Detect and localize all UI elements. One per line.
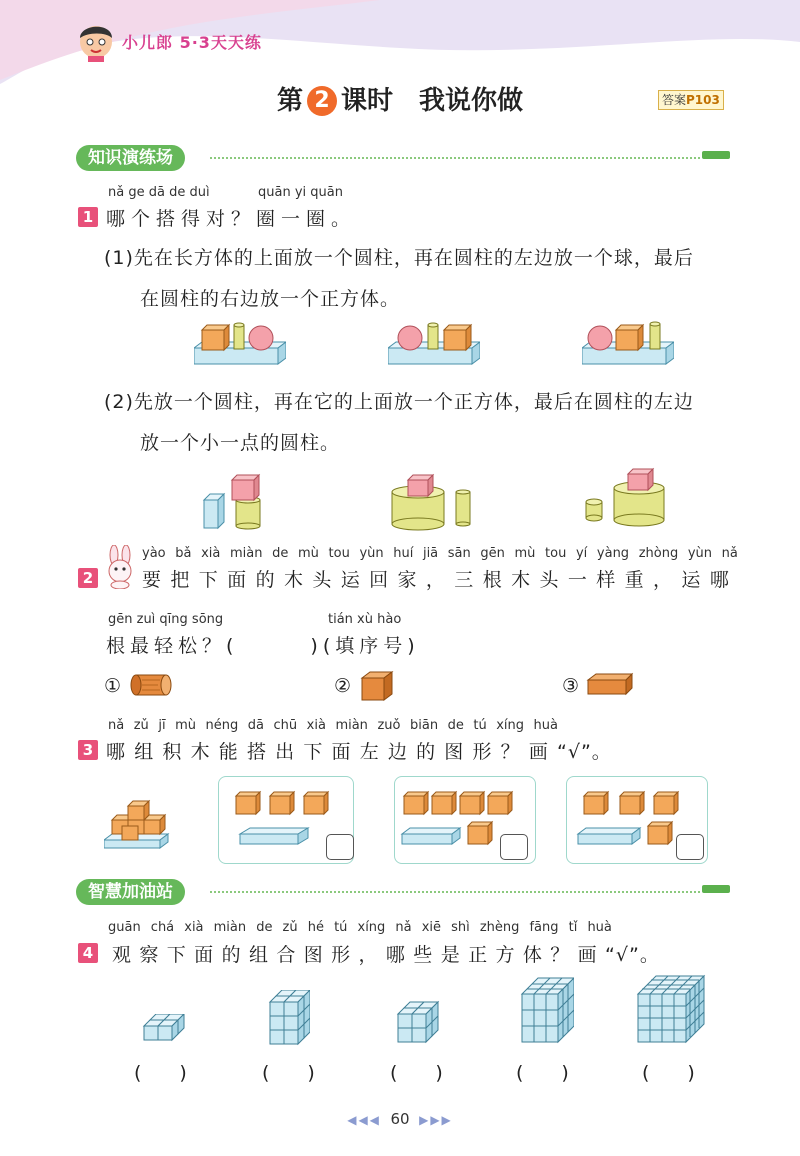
q4-char: 体 xyxy=(522,944,543,966)
q3-char: ？ xyxy=(500,741,521,763)
q2-char: 把 xyxy=(170,569,191,591)
q3-option-1-blocks xyxy=(232,788,332,852)
q4-char: 画 xyxy=(577,944,598,966)
q1-option-e-figure[interactable] xyxy=(390,470,480,532)
q3-target-figure xyxy=(104,794,170,854)
q3-char: 出 xyxy=(275,741,296,763)
pinyin-syllable: xià xyxy=(306,718,326,733)
q3-char: 图 xyxy=(444,741,465,763)
rabbit-icon xyxy=(100,545,140,589)
brand-name: 小儿郎 5·3天天练 xyxy=(122,33,262,52)
pencil-icon xyxy=(702,885,730,893)
q3-number-badge: 3 xyxy=(78,740,98,760)
section-divider xyxy=(210,891,700,893)
answer-page: P103 xyxy=(686,93,720,107)
pinyin-syllable: huà xyxy=(587,920,612,935)
q2-number-badge: 2 xyxy=(78,568,98,588)
q2-char: 头 xyxy=(539,569,560,591)
q3-text xyxy=(106,737,612,764)
page-footer xyxy=(0,1110,800,1128)
wood-cube-icon[interactable] xyxy=(360,670,394,702)
q2-pinyin-line1 xyxy=(142,546,738,561)
pinyin-syllable: yào xyxy=(142,546,166,561)
q2-char: 三 xyxy=(454,569,475,591)
pinyin-syllable: miàn xyxy=(335,718,368,733)
pinyin-syllable: tǐ xyxy=(568,920,578,935)
q1-option-c-figure[interactable] xyxy=(582,318,674,372)
pencil-icon xyxy=(702,151,730,159)
q2-char: 运 xyxy=(681,569,702,591)
q4-answer-blank-5[interactable]: ( ) xyxy=(642,1062,695,1084)
q4-char: 观 xyxy=(112,944,133,966)
pinyin-syllable: zǔ xyxy=(133,718,149,733)
q1-number-badge: 1 xyxy=(78,207,98,227)
q2-char: 一 xyxy=(567,569,588,591)
q1-sub2-line2: 放一个小一点的圆柱。 xyxy=(140,432,341,454)
pinyin-syllable: xíng xyxy=(496,718,524,733)
pinyin-syllable: sān xyxy=(447,546,471,561)
log-icon[interactable] xyxy=(130,672,176,698)
q2-char: 运 xyxy=(340,569,361,591)
q1-sub1-line2: 在圆柱的右边放一个正方体。 xyxy=(140,288,401,310)
q4-char: 合 xyxy=(276,944,297,966)
pinyin-syllable: néng xyxy=(205,718,239,733)
q2-text-line2: 根最轻松？( )(填序号) xyxy=(106,635,420,657)
pinyin-syllable: shì xyxy=(451,920,470,935)
pinyin-syllable: xià xyxy=(201,546,221,561)
q4-shape-2 xyxy=(268,990,310,1048)
q4-shape-5 xyxy=(636,974,706,1046)
pinyin-syllable: xíng xyxy=(357,920,386,935)
q1-text: 哪个搭得对？圈一圈。 xyxy=(106,208,357,230)
q4-char: ？ xyxy=(550,944,571,966)
q4-char: 察 xyxy=(139,944,160,966)
pinyin-syllable: zuǒ xyxy=(377,718,401,733)
pinyin-syllable: tou xyxy=(328,546,350,561)
q4-shape-4 xyxy=(520,976,574,1046)
q3-answer-box-1[interactable] xyxy=(326,834,354,860)
q4-char: 哪 xyxy=(385,944,406,966)
pinyin-syllable: xià xyxy=(184,920,204,935)
q3-char: 的 xyxy=(416,741,437,763)
pinyin-syllable: biān xyxy=(409,718,439,733)
q4-char: 图 xyxy=(303,944,324,966)
title-suffix: 课时 我说你做 xyxy=(341,86,524,116)
q4-pinyin xyxy=(108,920,612,935)
q2-text-line1 xyxy=(142,565,730,592)
section-challenge-label: 智慧加油站 xyxy=(76,879,185,905)
pinyin-syllable: zǔ xyxy=(282,920,298,935)
pinyin-syllable: tou xyxy=(545,546,567,561)
q3-char: 积 xyxy=(162,741,183,763)
pinyin-syllable: mù xyxy=(175,718,196,733)
pinyin-syllable: gēn xyxy=(480,546,505,561)
pinyin-syllable: bǎ xyxy=(175,546,192,561)
q2-char: 木 xyxy=(283,569,304,591)
left-arrows-icon: ◀◀◀ xyxy=(347,1113,381,1127)
q2-char: 重 xyxy=(624,569,645,591)
pinyin-syllable: de xyxy=(272,546,289,561)
pinyin-syllable: hé xyxy=(307,920,324,935)
q1-option-b-figure[interactable] xyxy=(388,318,480,372)
q2-char: 家 xyxy=(397,569,418,591)
q4-char: 是 xyxy=(440,944,461,966)
q2-char: 回 xyxy=(369,569,390,591)
q4-answer-blank-2[interactable]: ( ) xyxy=(262,1062,315,1084)
q4-text xyxy=(112,940,660,967)
q3-char: 哪 xyxy=(106,741,127,763)
q3-answer-box-3[interactable] xyxy=(676,834,704,860)
q4-char: “√”。 xyxy=(605,944,660,966)
pinyin-syllable: yàng xyxy=(596,546,630,561)
q4-answer-blank-1[interactable]: ( ) xyxy=(134,1062,187,1084)
mascot-icon xyxy=(74,18,118,62)
pinyin-syllable: guān xyxy=(108,920,141,935)
q2-option-3-label: ③ xyxy=(562,675,581,697)
answer-label: 答案 xyxy=(662,93,687,107)
pinyin-syllable: nǎ xyxy=(721,546,738,561)
q2-pinyin-line2-b: tián xù hào xyxy=(328,612,402,627)
q2-char: 面 xyxy=(227,569,248,591)
pinyin-syllable: fāng xyxy=(529,920,559,935)
pinyin-syllable: huí xyxy=(393,546,414,561)
q4-char: 面 xyxy=(194,944,215,966)
pinyin-syllable: zhèng xyxy=(479,920,520,935)
q3-char: 搭 xyxy=(246,741,267,763)
pinyin-syllable: tú xyxy=(334,920,348,935)
pinyin-syllable: huà xyxy=(533,718,558,733)
pinyin-syllable: mù xyxy=(514,546,536,561)
q2-char: ， xyxy=(425,569,446,591)
lesson-number-badge: 2 xyxy=(307,86,337,116)
q3-option-3-blocks xyxy=(574,788,684,852)
q3-char: 边 xyxy=(387,741,408,763)
q4-number-badge: 4 xyxy=(78,943,98,963)
q2-char: 样 xyxy=(596,569,617,591)
pinyin-syllable: miàn xyxy=(230,546,263,561)
q2-char: 根 xyxy=(482,569,503,591)
pinyin-syllable: xiē xyxy=(421,920,442,935)
q3-answer-box-2[interactable] xyxy=(500,834,528,860)
pinyin-syllable: nǎ xyxy=(108,718,125,733)
pinyin-syllable: de xyxy=(447,718,464,733)
q3-char: 能 xyxy=(218,741,239,763)
q2-pinyin-line2-a: gēn zuì qīng sōng xyxy=(108,612,224,627)
q4-char: 方 xyxy=(495,944,516,966)
pinyin-syllable: chá xyxy=(150,920,175,935)
q4-answer-blank-3[interactable]: ( ) xyxy=(390,1062,443,1084)
pinyin-syllable: zhòng xyxy=(638,546,679,561)
section-practice-label: 知识演练场 xyxy=(76,145,185,171)
q2-char: ， xyxy=(653,569,674,591)
q2-char: 木 xyxy=(511,569,532,591)
q4-char: 组 xyxy=(248,944,269,966)
q1-option-a-figure[interactable] xyxy=(194,318,286,372)
q1-sub1-line1: (1)先在长方体的上面放一个圆柱，再在圆柱的左边放一个球，最后 xyxy=(104,247,694,269)
q1-pinyin-a: nǎ ge dā de duì xyxy=(108,185,210,200)
q1-sub2-line1: (2)先放一个圆柱，再在它的上面放一个正方体，最后在圆柱的左边 xyxy=(104,391,694,413)
q4-char: 形 xyxy=(331,944,352,966)
q3-char: 画 xyxy=(528,741,549,763)
q4-char: 正 xyxy=(468,944,489,966)
q3-char: “√”。 xyxy=(557,741,612,763)
q3-char: 组 xyxy=(134,741,155,763)
q4-shape-1 xyxy=(142,1014,190,1046)
q4-char: ， xyxy=(358,944,379,966)
q1-pinyin-b: quān yi quān xyxy=(258,185,343,200)
q3-char: 左 xyxy=(359,741,380,763)
pinyin-syllable: nǎ xyxy=(395,920,412,935)
q2-option-2-label: ② xyxy=(334,675,353,697)
q4-shape-3 xyxy=(396,1000,440,1046)
q2-char: 的 xyxy=(255,569,276,591)
pinyin-syllable: mù xyxy=(297,546,319,561)
q2-option-1-label: ① xyxy=(104,675,123,697)
section-divider xyxy=(210,157,700,159)
pinyin-syllable: yùn xyxy=(359,546,384,561)
q1-option-d-figure[interactable] xyxy=(200,470,266,532)
wood-plank-icon[interactable] xyxy=(586,672,634,696)
q4-answer-blank-4[interactable]: ( ) xyxy=(516,1062,569,1084)
title-prefix: 第 xyxy=(276,86,303,116)
q1-option-f-figure[interactable] xyxy=(584,464,668,528)
q2-char: 下 xyxy=(198,569,219,591)
pinyin-syllable: yí xyxy=(575,546,588,561)
pinyin-syllable: dā xyxy=(247,718,264,733)
pinyin-syllable: yùn xyxy=(687,546,712,561)
q3-char: 下 xyxy=(303,741,324,763)
q3-char: 面 xyxy=(331,741,352,763)
pinyin-syllable: jī xyxy=(158,718,166,733)
answer-page-badge xyxy=(658,90,724,110)
pinyin-syllable: miàn xyxy=(213,920,247,935)
pinyin-syllable: jiā xyxy=(422,546,439,561)
q4-char: 的 xyxy=(221,944,242,966)
pinyin-syllable: chū xyxy=(273,718,298,733)
pinyin-syllable: de xyxy=(256,920,273,935)
q4-char: 些 xyxy=(413,944,434,966)
q2-char: 要 xyxy=(142,569,163,591)
page-number: 60 xyxy=(390,1110,410,1128)
q3-char: 木 xyxy=(190,741,211,763)
q2-char: 哪 xyxy=(709,569,730,591)
pinyin-syllable: tú xyxy=(473,718,487,733)
q3-pinyin xyxy=(108,718,558,733)
q4-char: 下 xyxy=(166,944,187,966)
q3-char: 形 xyxy=(472,741,493,763)
q2-char: 头 xyxy=(312,569,333,591)
right-arrows-icon: ▶▶▶ xyxy=(419,1113,453,1127)
